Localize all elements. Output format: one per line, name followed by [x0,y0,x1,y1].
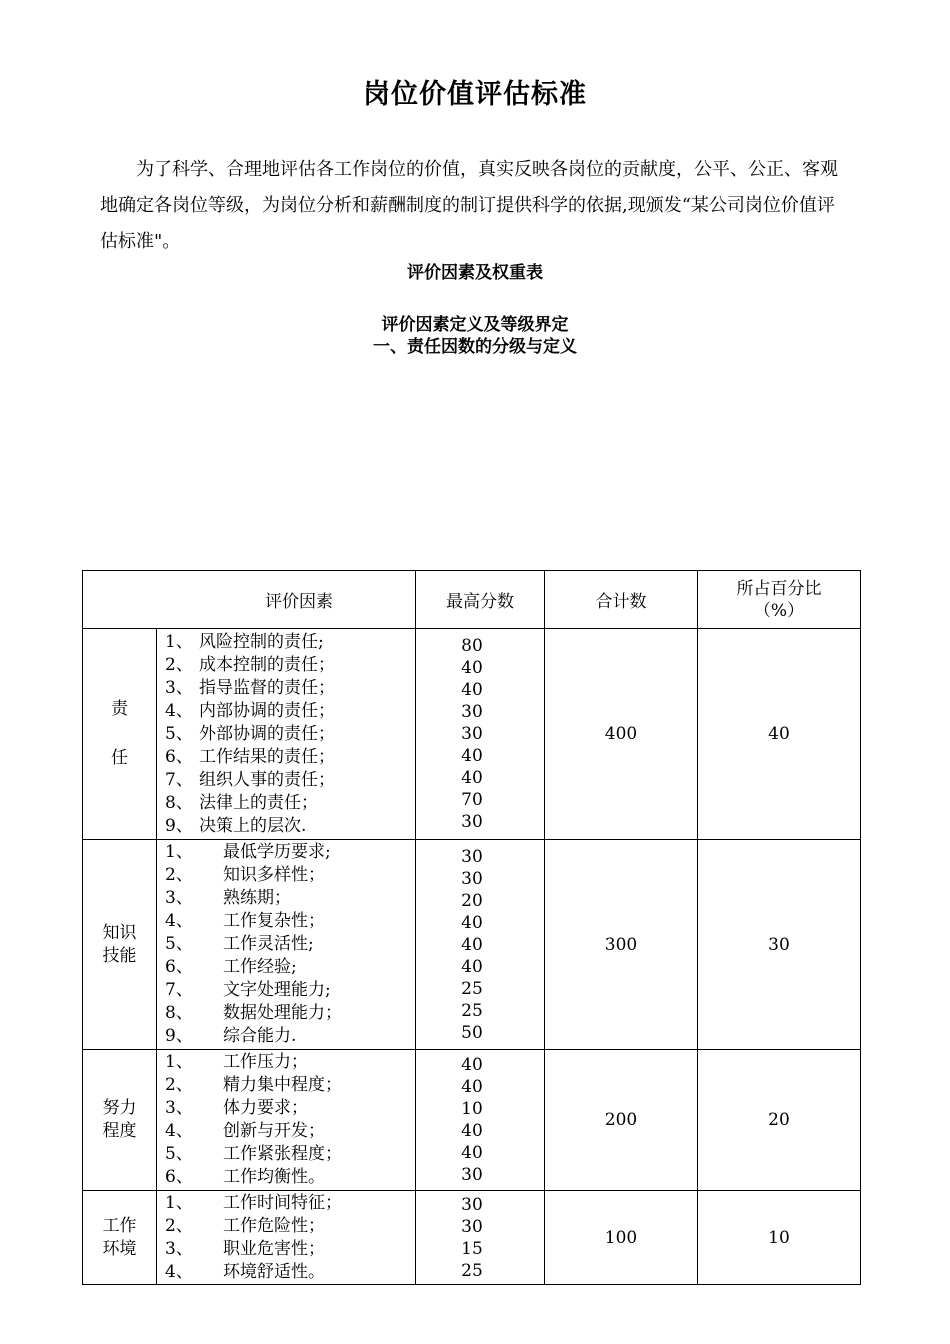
factor-item-label: 工作结果的责任； [199,746,335,767]
factor-item-number: 3、 [165,677,193,698]
factor-item [165,841,415,864]
factor-category [83,1050,157,1191]
factor-item-label: 决策上的层次. [199,815,307,836]
factor-item-label: 工作复杂性； [223,911,325,931]
factor-item-number: 4、 [165,911,193,931]
factor-item-label: 知识多样性； [223,865,325,885]
factor-item [165,933,415,956]
factor-item-label: 工作均衡性。 [223,1167,325,1187]
max-score-value: 40 [461,1077,483,1097]
factor-group-row [83,629,861,840]
factor-item-label: 创新与开发； [223,1121,325,1141]
factor-item [165,654,415,677]
factor-item-label: 精力集中程度； [223,1075,342,1095]
max-score-value: 70 [461,790,483,810]
header-percent-line1: 所占百分比 [736,578,822,599]
factor-item-number: 2、 [165,1215,193,1236]
factor-group-row [83,1050,861,1191]
factor-item [165,887,415,910]
factor-item-number: 4、 [165,1261,193,1282]
factor-item-number: 2、 [165,654,193,675]
max-score-value: 25 [461,978,483,999]
factor-item [165,1261,415,1284]
factor-item-number: 9、 [165,815,193,836]
max-score-value: 10 [461,1099,483,1119]
max-score-value: 25 [461,1260,483,1281]
header-max-score: 最高分数 [416,571,545,629]
group-percent: 20 [698,1050,861,1191]
factor-item-number: 2、 [165,1075,193,1095]
header-percent [698,571,861,629]
heading-definitions: 评价因素定义及等级界定 [381,315,569,335]
factor-item-label: 综合能力. [223,1026,297,1046]
factor-item-label: 熟练期； [223,888,291,908]
factor-item [165,1166,415,1189]
factor-item-number: 1、 [165,1192,193,1213]
max-score-value: 30 [461,812,483,832]
factor-item-number: 2、 [165,865,193,885]
max-score-value: 15 [461,1238,483,1259]
factor-item-number: 6、 [165,957,193,977]
factor-item-label: 数据处理能力； [223,1003,342,1023]
factor-item-label: 成本控制的责任； [199,654,335,675]
factor-item-number: 1、 [165,842,193,862]
group-total: 100 [545,1191,698,1285]
factor-item-label: 法律上的责任； [199,792,318,813]
factor-item-label: 工作灵活性; [223,934,314,954]
max-score-value: 40 [461,658,483,678]
factor-item-number: 7、 [165,980,193,1000]
factor-item-number: 4、 [165,1121,193,1141]
group-total: 300 [545,840,698,1050]
intro-text: 为了科学、合理地评估各工作岗位的价值，真实反映各岗位的贡献度，公平、公正、客观地确定各岗位等级，为岗位分析和薪酬制度的制订提供科学的依据,现颁发“某公司岗位价值评估标准"。 [100,159,838,252]
factor-item-label: 体力要求； [223,1098,308,1118]
max-score-value: 30 [461,846,483,867]
max-score-value: 20 [461,890,483,911]
factor-item-label: 工作时间特征； [223,1192,342,1213]
factor-item [165,1025,415,1048]
max-score-value: 40 [461,680,483,700]
factor-item [165,746,415,769]
factor-item-label: 环境舒适性。 [223,1261,325,1282]
max-score-value: 40 [461,768,483,788]
factor-category-line: 技能 [102,945,137,966]
factor-item-list [157,840,416,1050]
factor-item [165,700,415,723]
factor-item-number: 8、 [165,1003,193,1023]
factor-item [165,815,415,838]
max-score-value: 40 [461,1055,483,1075]
factor-item [165,979,415,1002]
factor-item [165,769,415,792]
factor-item-list [157,1050,416,1191]
factor-item [165,1143,415,1166]
max-score-value: 50 [461,1022,483,1043]
factor-item [165,677,415,700]
factor-item [165,956,415,979]
factor-item-number: 1、 [165,631,193,652]
factor-group-row [83,1191,861,1285]
factor-item [165,631,415,654]
intro-paragraph [100,152,850,260]
factor-item-number: 3、 [165,1238,193,1259]
factor-item-number: 9、 [165,1026,193,1046]
max-score-value: 30 [461,1194,483,1215]
factor-category-line: 程度 [102,1121,137,1141]
factor-item [165,723,415,746]
factor-item-label: 最低学历要求; [223,842,331,862]
heading-weights-table: 评价因素及权重表 [407,263,543,283]
factor-category-line: 任 [111,748,128,768]
factor-item-number: 5、 [165,934,193,954]
factor-item-number: 6、 [165,1167,193,1187]
factor-item-number: 8、 [165,792,193,813]
factor-item-list [157,1191,416,1285]
factor-item [165,864,415,887]
max-score-value: 30 [461,868,483,889]
factor-item-number: 7、 [165,769,193,790]
factor-item [165,1051,415,1074]
max-score-value: 30 [461,702,483,722]
max-score-list [416,629,545,840]
factor-item [165,1192,415,1215]
factor-item [165,1120,415,1143]
factor-category-line: 工作 [102,1215,137,1236]
factor-item-label: 组织人事的责任； [199,769,335,790]
header-factor: 评价因素 [83,571,416,629]
factor-item-label: 工作经验; [223,957,297,977]
document-title: 岗位价值评估标准 [363,79,587,110]
max-score-value: 30 [461,724,483,744]
factor-item [165,1215,415,1238]
max-score-list [416,840,545,1050]
max-score-value: 40 [461,1143,483,1163]
factor-item-number: 5、 [165,1144,193,1164]
group-percent: 40 [698,629,861,840]
max-score-value: 40 [461,956,483,977]
header-percent-line2: （%） [753,600,805,621]
group-total: 200 [545,1050,698,1191]
factor-item-label: 工作危险性； [223,1215,325,1236]
factor-item-label: 风险控制的责任; [199,631,324,652]
max-score-value: 40 [461,746,483,766]
max-score-value: 40 [461,912,483,933]
max-score-value: 40 [461,934,483,955]
factor-category [83,629,157,840]
max-score-value: 40 [461,1121,483,1141]
factor-item-label: 文字处理能力; [223,980,331,1000]
group-total: 400 [545,629,698,840]
table-header-row [83,571,861,629]
group-percent: 10 [698,1191,861,1285]
factor-category [83,840,157,1050]
factor-category-line: 努力 [102,1098,137,1118]
max-score-value: 30 [461,1165,483,1185]
factor-group-row [83,840,861,1050]
factor-item [165,1238,415,1261]
max-score-value: 25 [461,1000,483,1021]
max-score-list [416,1191,545,1285]
factor-item-number: 3、 [165,888,193,908]
factor-category-line: 知识 [102,922,137,943]
max-score-value: 30 [461,1216,483,1237]
factor-item [165,910,415,933]
factor-item-label: 指导监督的责任； [199,677,335,698]
factor-item-list [157,629,416,840]
factor-item-number: 5、 [165,723,193,744]
header-total: 合计数 [545,571,698,629]
factor-item-number: 4、 [165,700,193,721]
factor-item [165,1002,415,1025]
factor-category [83,1191,157,1285]
factor-item-label: 内部协调的责任； [199,700,335,721]
factor-category-line: 环境 [102,1238,137,1259]
heading-responsibility-factors: 一、责任因数的分级与定义 [373,337,577,357]
factor-item-label: 外部协调的责任； [199,723,335,744]
factor-item-number: 3、 [165,1098,193,1118]
factor-item-label: 工作压力； [223,1052,308,1072]
max-score-list [416,1050,545,1191]
factor-item-number: 6、 [165,746,193,767]
factor-item [165,792,415,815]
factor-item [165,1074,415,1097]
factor-item-label: 工作紧张程度； [223,1144,342,1164]
factor-item-label: 职业危害性； [223,1238,325,1259]
evaluation-factor-table [82,570,861,1285]
factor-item-number: 1、 [165,1052,193,1072]
max-score-value: 80 [461,636,483,656]
group-percent: 30 [698,840,861,1050]
factor-category-line: 责 [111,699,128,719]
factor-item [165,1097,415,1120]
